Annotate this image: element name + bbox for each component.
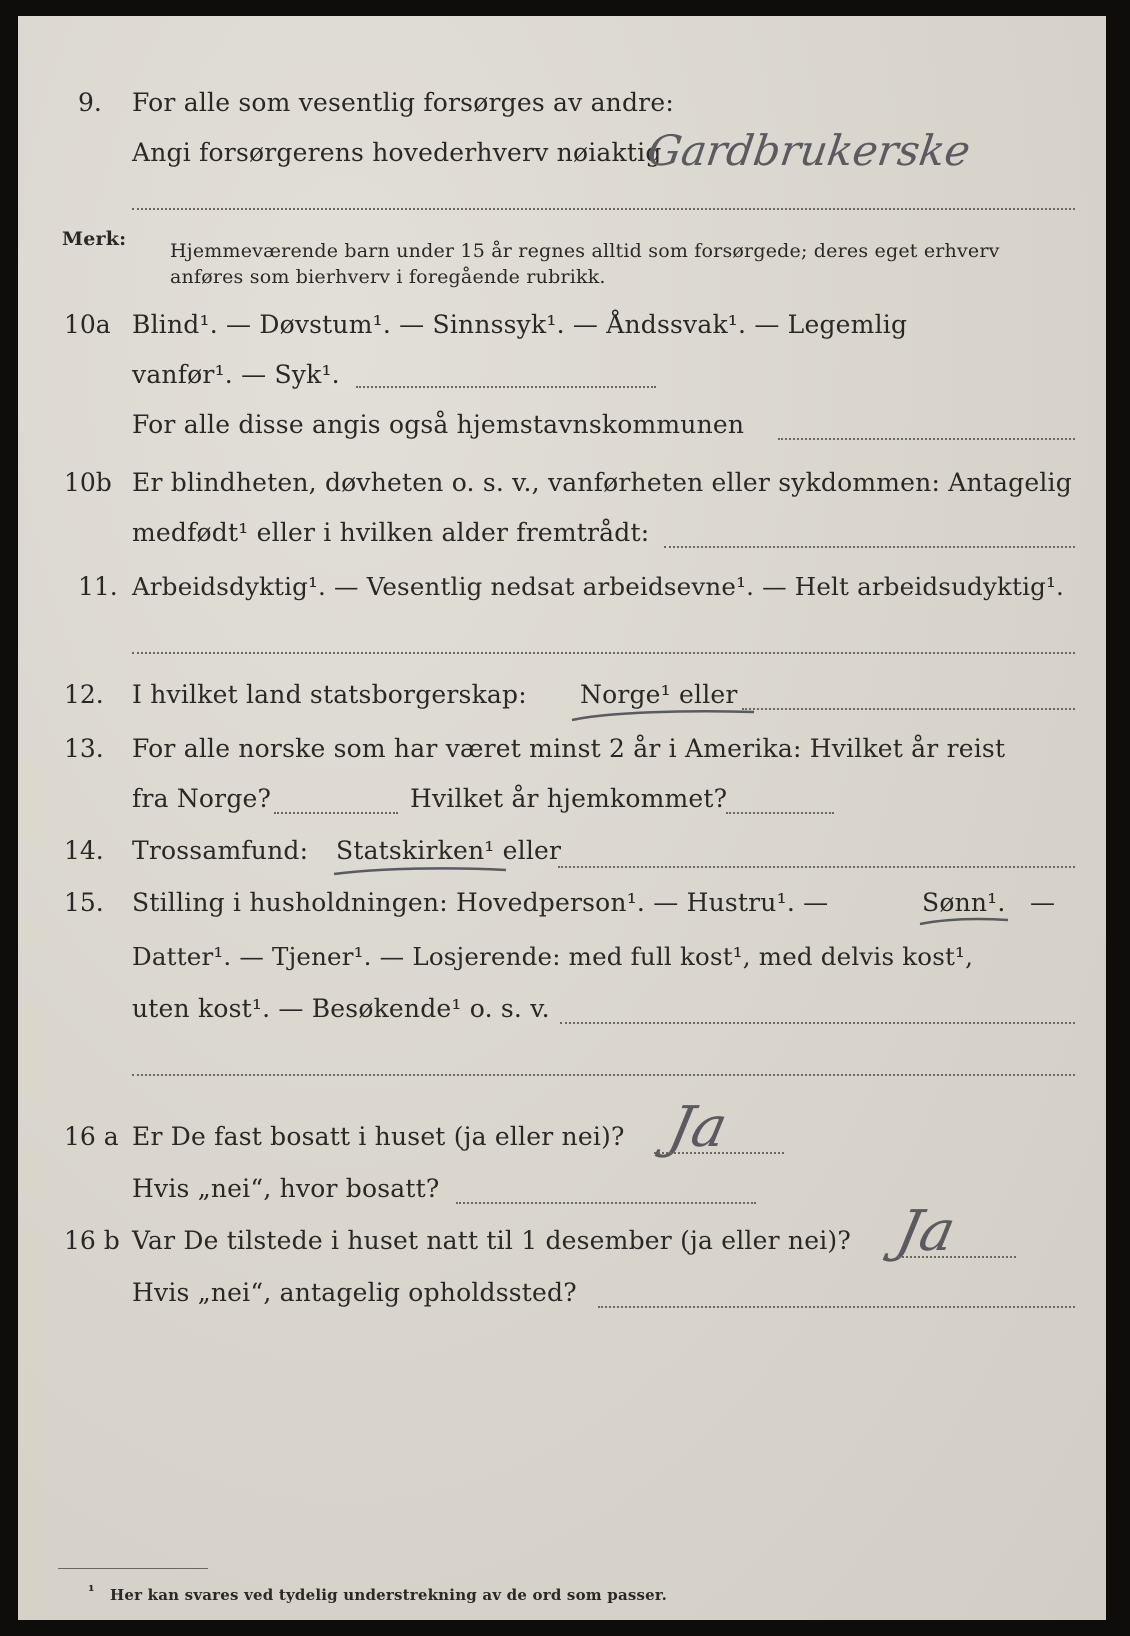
q16b-number: 16 b [64, 1226, 120, 1255]
q16a-answer-line [654, 1152, 784, 1154]
q15-pencil-underline [916, 914, 1012, 930]
q10b-number: 10b [64, 468, 112, 497]
q13-line-2b: Hvilket år hjemkommet? [410, 784, 728, 813]
q15-line-2: Datter¹. — Tjener¹. — Losjerende: med full kost¹, med delvis kost¹, [132, 942, 974, 971]
q14-pencil-underline [330, 862, 510, 880]
q12-line-1: I hvilket land statsborgerskap: [132, 680, 527, 709]
q15-line-3: uten kost¹. — Besøkende¹ o. s. v. [132, 994, 550, 1023]
q13-line-1: For alle norske som har været minst 2 år i Amerika: Hvilket år reist [132, 734, 1006, 763]
footnote-mark: ¹ [88, 1582, 95, 1600]
q14-statskirken-option: Statskirken¹ eller [336, 836, 562, 865]
q15-extra-line [132, 1074, 1075, 1076]
q9-number: 9. [78, 88, 102, 117]
q9-answer-line [132, 208, 1075, 210]
footnote-text: Her kan svares ved tydelig understrekning av de ord som passer. [110, 1586, 668, 1604]
q16a-handwritten-answer: Ja [663, 1095, 733, 1160]
q16a-number: 16 a [64, 1122, 119, 1151]
q13-number: 13. [64, 734, 104, 763]
q10a-line-1: Blind¹. — Døvstum¹. — Sinnssyk¹. — Åndssvak¹. — Legemlig [132, 310, 908, 339]
q13-reist-line [274, 812, 398, 814]
merk-line-1: Hjemmeværende barn under 15 år regnes alltid som forsørgede; deres eget erhverv [170, 240, 1000, 262]
q12-pencil-underline [568, 706, 758, 724]
q14-line-1a: Trossamfund: [132, 836, 309, 865]
q10a-syk-line [356, 386, 656, 388]
q15-number: 15. [64, 888, 104, 917]
q12-answer-line [742, 708, 1075, 710]
q16b-opholdssted-line [598, 1306, 1075, 1308]
q10b-line-2: medfødt¹ eller i hvilken alder fremtrådt: [132, 518, 650, 547]
q10a-number: 10a [64, 310, 111, 339]
q16a-line-2: Hvis „nei“, hvor bosatt? [132, 1174, 440, 1203]
q10a-line-2: vanfør¹. — Syk¹. [132, 360, 340, 389]
merk-line-2: anføres som bierhverv i foregående rubrikk. [170, 266, 606, 288]
q9-line-1: For alle som vesentlig forsørges av andre: [132, 88, 674, 117]
q16a-line-1: Er De fast bosatt i huset (ja eller nei)? [132, 1122, 625, 1151]
q13-line-2a: fra Norge? [132, 784, 272, 813]
q15-dash: — [1030, 888, 1056, 917]
q12-number: 12. [64, 680, 104, 709]
q10b-answer-line [664, 546, 1075, 548]
q15-answer-line [560, 1022, 1075, 1024]
q14-answer-line [558, 866, 1075, 868]
q12-norge-option: Norge¹ eller [580, 680, 738, 709]
q10a-kommune-line [778, 438, 1075, 440]
q15-line-1a: Stilling i husholdningen: Hovedperson¹. — Hustru¹. — [132, 888, 829, 917]
q14-number: 14. [64, 836, 104, 865]
footnote-rule [58, 1568, 208, 1569]
q15-sonn-option: Sønn¹. [922, 888, 1006, 917]
q16b-line-1: Var De tilstede i huset natt til 1 desember (ja eller nei)? [132, 1226, 851, 1255]
q11-line-1: Arbeidsdyktig¹. — Vesentlig nedsat arbeidsevne¹. — Helt arbeidsudyktig¹. [132, 572, 1065, 601]
q9-handwritten-answer: Gardbrukerske [644, 126, 974, 175]
q13-hjemkommet-line [726, 812, 834, 814]
merk-label: Merk: [62, 228, 127, 250]
q16b-line-2: Hvis „nei“, antagelig opholdssted? [132, 1278, 577, 1307]
q11-answer-line [132, 652, 1075, 654]
q10a-line-3: For alle disse angis også hjemstavnskommunen [132, 410, 745, 439]
q9-line-2: Angi forsørgerens hovederhverv nøiaktig [132, 138, 662, 167]
q11-number: 11. [78, 572, 118, 601]
q16b-answer-line [898, 1256, 1016, 1258]
q16a-bosatt-line [456, 1202, 756, 1204]
q16b-handwritten-answer: Ja [891, 1199, 961, 1264]
q10b-line-1: Er blindheten, døvheten o. s. v., vanførheten eller sykdommen: Antagelig [132, 468, 1072, 497]
census-form-page [18, 16, 1106, 1620]
